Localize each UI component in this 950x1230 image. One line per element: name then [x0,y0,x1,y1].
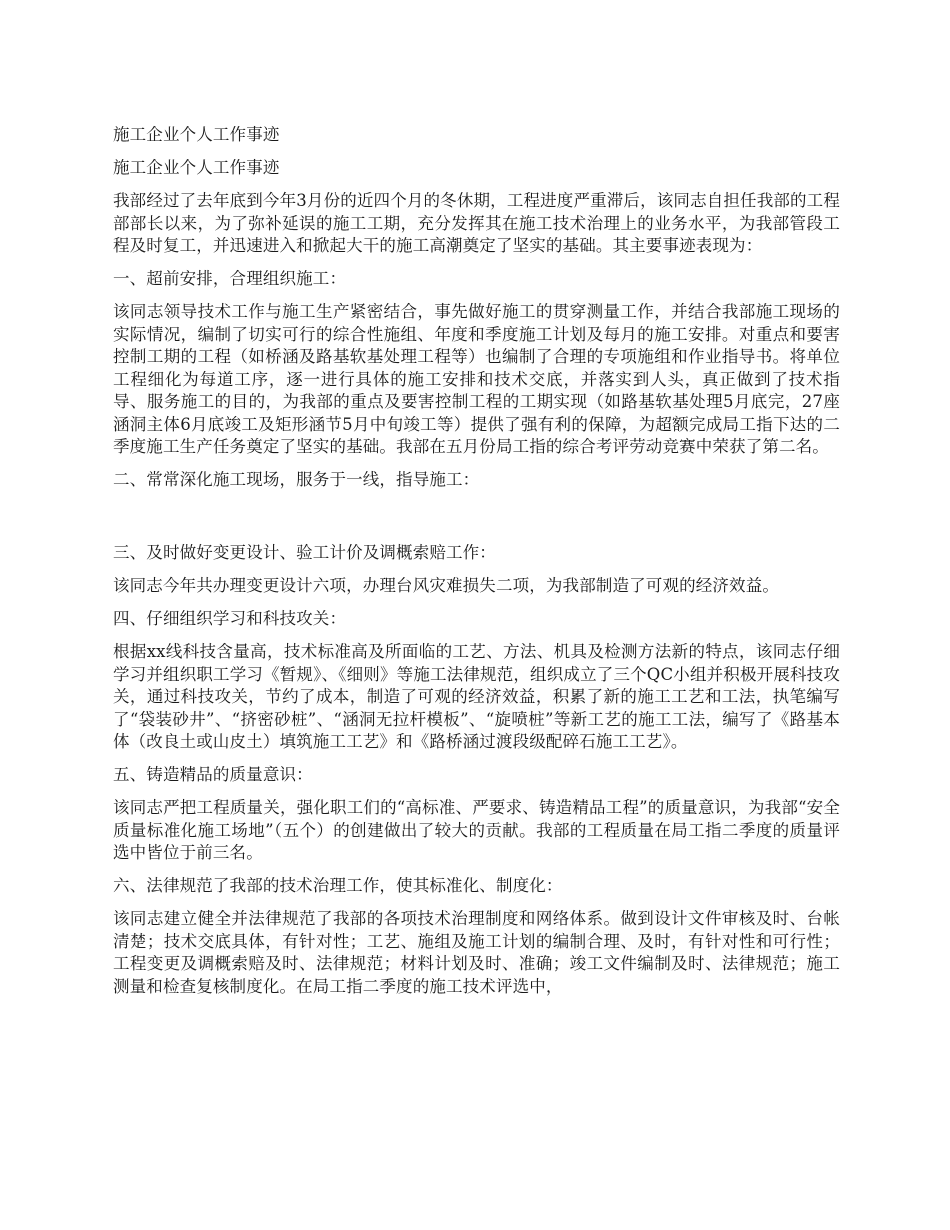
paragraph-intro: 我部经过了去年底到今年3月份的近四个月的冬休期，工程进度严重滞后，该同志自担任我部的工程部部长以来，为了弥补延误的施工工期，充分发挥其在施工技术治理上的业务水平，为我部管段工程及时复工，并迅速进入和掀起大干的施工高潮奠定了坚实的基础。其主要事迹表现为： [113,191,840,255]
document-page [113,124,840,1009]
section-heading-6: 六、法律规范了我部的技术治理工作，使其标准化、制度化： [113,876,563,895]
section-heading-3: 三、及时做好变更设计、验工计价及调概索赔工作： [113,543,496,562]
section-heading-4: 四、仔细组织学习和科技攻关： [113,609,347,628]
paragraph-section-5: 该同志严把工程质量关，强化职工们的“高标准、严要求、铸造精品工程”的质量意识，为我部“安全质量标准化施工场地”（五个）的创建做出了较大的贡献。我部的工程质量在局工指二季度的质量评选中皆位于前三名。 [113,798,840,862]
section-heading-1: 一、超前安排，合理组织施工： [113,269,347,288]
paragraph-section-6: 该同志建立健全并法律规范了我部的各项技术治理制度和网络体系。做到设计文件审核及时、台帐清楚；技术交底具体，有针对性；工艺、施组及施工计划的编制合理、及时，有针对性和可行性；工程变更及调概索赔及时、法律规范；材料计划及时、准确；竣工文件编制及时、法律规范；施工测量和检查复核制度化。在局工指二季度的施工技术评选中， [113,909,840,996]
blank-gap [113,502,840,542]
section-heading-5: 五、铸造精品的质量意识： [113,765,313,784]
document-title: 施工企业个人工作事迹 [113,125,280,144]
paragraph-section-4: 根据xx线科技含量高，技术标准高及所面临的工艺、方法、机具及检测方法新的特点，该同志仔细学习并组织职工学习《暂规》、《细则》等施工法律规范，组织成立了三个QC小组并积极开展科技攻关，通过科技攻关，节约了成本，制造了可观的经济效益，积累了新的施工工艺和工法，执笔编写了“袋装砂井”、“挤密砂桩”、“涵洞无拉杆模板”、“旋喷桩”等新工艺的施工工法，编写了《路基本体（改良土或山皮土）填筑施工工艺》和《路桥涵过渡段级配碎石施工工艺》。 [113,642,840,751]
section-heading-2: 二、常常深化施工现场，服务于一线，指导施工： [113,470,480,489]
paragraph-section-3: 该同志今年共办理变更设计六项，办理台风灾难损失二项，为我部制造了可观的经济效益。 [113,576,779,595]
document-subtitle: 施工企业个人工作事迹 [113,158,280,177]
paragraph-section-1: 该同志领导技术工作与施工生产紧密结合，事先做好施工的贯穿测量工作，并结合我部施工现场的实际情况，编制了切实可行的综合性施组、年度和季度施工计划及每月的施工安排。对重点和要害控制工期的工程（如桥涵及路基软基处理工程等）也编制了合理的专项施组和作业指导书。将单位工程细化为每道工序，逐一进行具体的施工安排和技术交底，并落实到人头，真正做到了技术指导、服务施工的目的，为我部的重点及要害控制工程的工期实现（如路基软基处理5月底完，27座涵洞主体6月底竣工及矩形涵节5月中旬竣工等）提供了强有利的保障，为超额完成局工指下达的二季度施工生产任务奠定了坚实的基础。我部在五月份局工指的综合考评劳动竞赛中荣获了第二名。 [113,302,840,456]
